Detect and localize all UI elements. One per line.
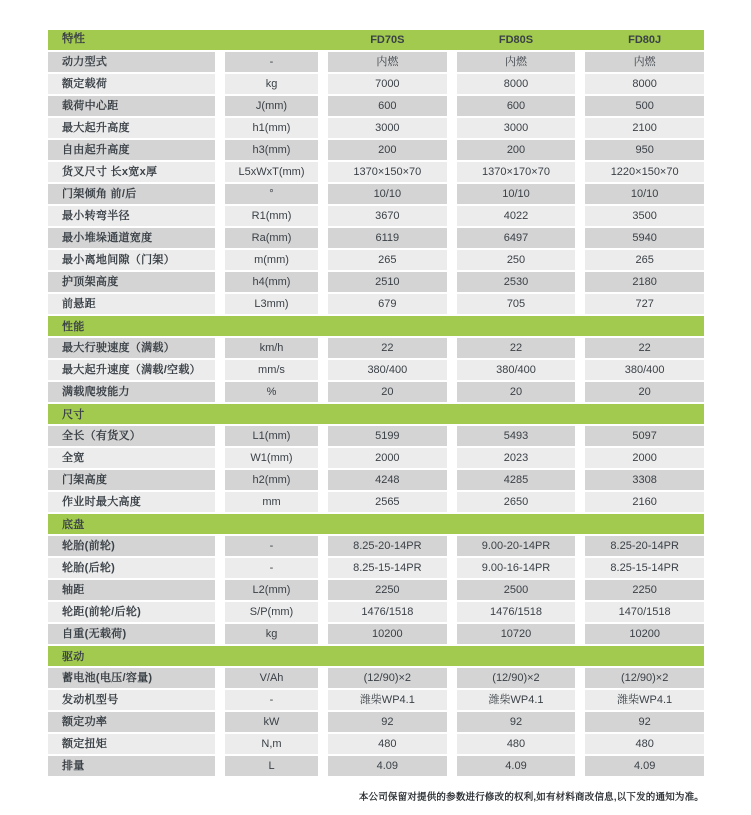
spec-label: 轮距(前轮/后轮) (48, 602, 215, 622)
spec-value: 4.09 (585, 756, 704, 776)
spec-unit: % (225, 382, 318, 402)
spec-value: 8.25-20-14PR (585, 536, 704, 556)
spec-value: 潍柴WP4.1 (585, 690, 704, 710)
spec-value: 8.25-15-14PR (328, 558, 447, 578)
spec-value: 600 (457, 96, 576, 116)
spec-label: 全长（有货叉） (48, 426, 215, 446)
spec-value: 10720 (457, 624, 576, 644)
spec-value: 5940 (585, 228, 704, 248)
spec-row (48, 690, 704, 710)
spec-label: 自重(无载荷) (48, 624, 215, 644)
spec-value: 380/400 (457, 360, 576, 380)
spec-label: 动力型式 (48, 52, 215, 72)
section-header-row: 尺寸 (48, 404, 704, 424)
spec-unit: ° (225, 184, 318, 204)
spec-value: 480 (457, 734, 576, 754)
spec-value: 8000 (585, 74, 704, 94)
spec-label: 轮胎(后轮) (48, 558, 215, 578)
spec-unit: - (225, 690, 318, 710)
spec-value: 950 (585, 140, 704, 160)
spec-row (48, 74, 704, 94)
spec-value: 92 (328, 712, 447, 732)
spec-row (48, 756, 704, 776)
spec-value: 200 (457, 140, 576, 160)
spec-label: 额定载荷 (48, 74, 215, 94)
spec-value: 2100 (585, 118, 704, 138)
spec-value: 3500 (585, 206, 704, 226)
spec-value: 265 (328, 250, 447, 270)
spec-value: 4.09 (328, 756, 447, 776)
spec-value: 10200 (328, 624, 447, 644)
spec-row (48, 294, 704, 314)
spec-label: 载荷中心距 (48, 96, 215, 116)
spec-label: 货叉尺寸 长x宽x厚 (48, 162, 215, 182)
spec-unit: m(mm) (225, 250, 318, 270)
spec-unit: kW (225, 712, 318, 732)
spec-label: 蓄电池(电压/容量) (48, 668, 215, 688)
spec-row (48, 712, 704, 732)
table-header-row (48, 30, 704, 50)
spec-row (48, 448, 704, 468)
spec-value: 2180 (585, 272, 704, 292)
spec-value: 10/10 (585, 184, 704, 204)
spec-label: 排量 (48, 756, 215, 776)
spec-row (48, 492, 704, 512)
spec-value: 20 (457, 382, 576, 402)
spec-label: 发动机型号 (48, 690, 215, 710)
spec-unit: h2(mm) (225, 470, 318, 490)
header-feature-label: 特性 (62, 33, 85, 46)
spec-unit: kg (225, 624, 318, 644)
spec-label: 最大行驶速度（满载） (48, 338, 215, 358)
spec-value: 内燃 (457, 52, 576, 72)
spec-unit: W1(mm) (225, 448, 318, 468)
spec-label: 满载爬坡能力 (48, 382, 215, 402)
spec-value: 20 (585, 382, 704, 402)
spec-row (48, 272, 704, 292)
spec-label: 作业时最大高度 (48, 492, 215, 512)
spec-unit: S/P(mm) (225, 602, 318, 622)
spec-unit: km/h (225, 338, 318, 358)
spec-label: 最大起升高度 (48, 118, 215, 138)
spec-value: 480 (585, 734, 704, 754)
spec-row (48, 162, 704, 182)
spec-unit: kg (225, 74, 318, 94)
spec-value: 1476/1518 (328, 602, 447, 622)
spec-row (48, 734, 704, 754)
spec-value: 2650 (457, 492, 576, 512)
spec-value: 1370×150×70 (328, 162, 447, 182)
spec-row (48, 536, 704, 556)
spec-row (48, 470, 704, 490)
spec-value: 250 (457, 250, 576, 270)
spec-value: 727 (585, 294, 704, 314)
spec-value: 1370×170×70 (457, 162, 576, 182)
spec-table-body (48, 52, 704, 776)
spec-value: 4285 (457, 470, 576, 490)
spec-unit: N,m (225, 734, 318, 754)
spec-unit: - (225, 536, 318, 556)
spec-value: 2000 (585, 448, 704, 468)
spec-value: 20 (328, 382, 447, 402)
spec-row (48, 624, 704, 644)
spec-row (48, 206, 704, 226)
spec-label: 护顶架高度 (48, 272, 215, 292)
spec-label: 额定扭矩 (48, 734, 215, 754)
spec-row (48, 250, 704, 270)
spec-value: 2250 (585, 580, 704, 600)
spec-label: 轮胎(前轮) (48, 536, 215, 556)
spec-value: 5097 (585, 426, 704, 446)
spec-value: 380/400 (328, 360, 447, 380)
spec-value: 22 (585, 338, 704, 358)
spec-unit: L2(mm) (225, 580, 318, 600)
spec-unit: L1(mm) (225, 426, 318, 446)
spec-unit: R1(mm) (225, 206, 318, 226)
spec-unit: - (225, 52, 318, 72)
spec-row (48, 52, 704, 72)
spec-value: 6497 (457, 228, 576, 248)
spec-row (48, 382, 704, 402)
spec-value: 内燃 (328, 52, 447, 72)
spec-row (48, 580, 704, 600)
spec-value: 679 (328, 294, 447, 314)
spec-value: 7000 (328, 74, 447, 94)
spec-label: 最小离地间隙（门架） (48, 250, 215, 270)
spec-value: 2250 (328, 580, 447, 600)
spec-value: 2500 (457, 580, 576, 600)
spec-row (48, 602, 704, 622)
spec-label: 全宽 (48, 448, 215, 468)
spec-value: 2510 (328, 272, 447, 292)
spec-value: 1476/1518 (457, 602, 576, 622)
spec-value: 8000 (457, 74, 576, 94)
spec-value: (12/90)×2 (585, 668, 704, 688)
spec-row (48, 184, 704, 204)
spec-row (48, 338, 704, 358)
spec-value: 705 (457, 294, 576, 314)
spec-label: 门架倾角 前/后 (48, 184, 215, 204)
spec-value: 2023 (457, 448, 576, 468)
spec-unit: L5xWxT(mm) (225, 162, 318, 182)
spec-value: 480 (328, 734, 447, 754)
spec-value: 22 (328, 338, 447, 358)
spec-value: 8.25-20-14PR (328, 536, 447, 556)
spec-value: 4.09 (457, 756, 576, 776)
spec-row (48, 668, 704, 688)
spec-label: 轴距 (48, 580, 215, 600)
spec-value: 10/10 (328, 184, 447, 204)
spec-value: 3000 (457, 118, 576, 138)
spec-row (48, 426, 704, 446)
spec-value: 600 (328, 96, 447, 116)
spec-value: 22 (457, 338, 576, 358)
spec-unit: L (225, 756, 318, 776)
spec-row (48, 96, 704, 116)
spec-value: 265 (585, 250, 704, 270)
spec-value: 4022 (457, 206, 576, 226)
spec-row (48, 140, 704, 160)
spec-unit: J(mm) (225, 96, 318, 116)
spec-value: 3000 (328, 118, 447, 138)
spec-value: 潍柴WP4.1 (328, 690, 447, 710)
column-header-model-fd70s: FD70S (370, 33, 405, 46)
spec-value: 6119 (328, 228, 447, 248)
spec-unit: h1(mm) (225, 118, 318, 138)
spec-row (48, 360, 704, 380)
spec-label: 自由起升高度 (48, 140, 215, 160)
spec-value: 3308 (585, 470, 704, 490)
spec-value: 2160 (585, 492, 704, 512)
section-header-row: 性能 (48, 316, 704, 336)
spec-table (48, 30, 704, 778)
spec-value: 9.00-20-14PR (457, 536, 576, 556)
spec-value: 5199 (328, 426, 447, 446)
spec-unit: mm/s (225, 360, 318, 380)
spec-value: 1470/1518 (585, 602, 704, 622)
spec-unit: h3(mm) (225, 140, 318, 160)
spec-unit: L3mm) (225, 294, 318, 314)
spec-value: 1220×150×70 (585, 162, 704, 182)
spec-value: (12/90)×2 (328, 668, 447, 688)
spec-value: 9.00-16-14PR (457, 558, 576, 578)
disclaimer-note: 本公司保留对提供的参数进行修改的权利,如有材料商改信息,以下发的通知为准。 (358, 792, 704, 803)
spec-value: 4248 (328, 470, 447, 490)
spec-unit: - (225, 558, 318, 578)
section-header-row: 底盘 (48, 514, 704, 534)
spec-label: 额定功率 (48, 712, 215, 732)
column-header-model-fd80s: FD80S (498, 33, 534, 46)
spec-unit: mm (225, 492, 318, 512)
spec-value: 92 (585, 712, 704, 732)
spec-value: 潍柴WP4.1 (457, 690, 576, 710)
spec-row (48, 228, 704, 248)
spec-unit: V/Ah (225, 668, 318, 688)
spec-value: 10/10 (457, 184, 576, 204)
spec-unit: Ra(mm) (225, 228, 318, 248)
spec-value: 2530 (457, 272, 576, 292)
spec-label: 最大起升速度（满载/空载） (48, 360, 215, 380)
column-header-model-fd80j: FD80J (628, 33, 662, 46)
spec-value: 5493 (457, 426, 576, 446)
spec-value: 2565 (328, 492, 447, 512)
spec-row (48, 558, 704, 578)
spec-label: 前悬距 (48, 294, 215, 314)
spec-value: (12/90)×2 (457, 668, 576, 688)
spec-value: 8.25-15-14PR (585, 558, 704, 578)
spec-label: 门架高度 (48, 470, 215, 490)
spec-label: 最小转弯半径 (48, 206, 215, 226)
spec-row (48, 118, 704, 138)
spec-value: 380/400 (585, 360, 704, 380)
spec-value: 2000 (328, 448, 447, 468)
section-header-row: 驱动 (48, 646, 704, 666)
spec-value: 500 (585, 96, 704, 116)
spec-value: 3670 (328, 206, 447, 226)
spec-label: 最小堆垛通道宽度 (48, 228, 215, 248)
spec-value: 内燃 (585, 52, 704, 72)
spec-value: 200 (328, 140, 447, 160)
spec-value: 92 (457, 712, 576, 732)
spec-unit: h4(mm) (225, 272, 318, 292)
spec-value: 10200 (585, 624, 704, 644)
